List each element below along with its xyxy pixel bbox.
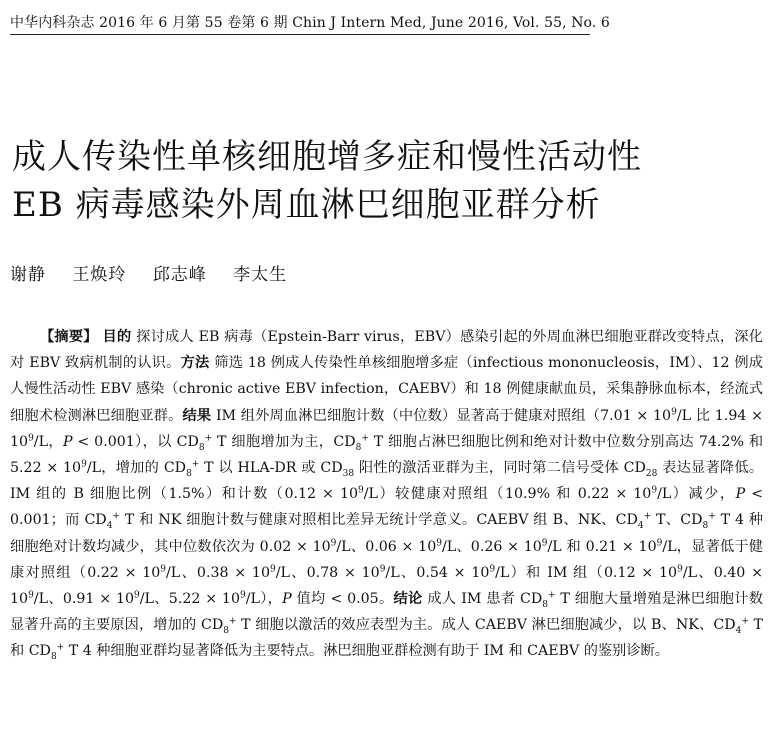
title-line-1: 成人传染性单核细胞增多症和慢性活动性 — [12, 137, 642, 177]
author: 谢静 — [10, 265, 46, 285]
article-title — [12, 133, 772, 229]
conclusion-label: 结论 — [393, 591, 423, 608]
abstract-label: 【摘要】 — [40, 329, 98, 345]
title-line-2: EB 病毒感染外周血淋巴细胞亚群分析 — [12, 185, 601, 225]
results-text: IM 组外周血淋巴细胞计数（中位数）显著高于健康对照组（$7.01 \times 10^9/L$ 比 $1.94 \times 10^9/L$，P < 0.001），以 $CD_8^+$ T 细胞增加为主，$CD_8^+$ T 细胞占淋巴细胞比例和绝对计数中位数分别高达 74.2% 和 $5.22 \times 10^9/L$，增加的 $CD_8^+$ T 以 HLA-DR 或 $CD_{38}$ 阳性的激活亚群为主，同时第二信号受体 $CD_{28}$ 表达显著降低。IM 组的 B 细胞比例（1.5%）和计数$(0.12 \times 10^9/L)$较健康对照组（10.9% 和 $0.22 \times 10^9/L$）减少，P < 0.001；而 $CD_4^+$ T 和 NK 细胞计数与健康对照相比差异无统计学意义。CAEBV 组 B、NK、$CD_4^+$ T、$CD_8^+$ T 4 种细胞绝对计数均减少，其中位数依次为 $0.02 \times 10^9/L$、$0.06 \times 10^9/L$、$0.26 \times 10^9/L$ 和 $0.21 \times 10^9/L$，显著低于健康对照组（$0.22 \times 10^9/L$、$0.38 \times 10^9/L$、$0.78 \times 10^9/L$、$0.54 \times 10^9/L$）和 IM 组（$0.12 \times 10^9/L$、$0.40 \times 10^9/L$、$0.91 \times 10^9/L$、$5.22 \times 10^9/L$），P 值均 < 0.05。 — [10, 406, 764, 608]
author: 王焕玲 — [72, 265, 127, 285]
author: 邱志峰 — [152, 265, 207, 285]
methods-text: 筛选 18 例成人传染性单核细胞增多症（infectious mononucleosis，IM）、12 例成人慢性活动性 EBV 感染（chronic active EBV infection，CAEBV）和 18 例健康献血员，采集静脉血标本，经流式细胞术检测淋巴细胞亚群。 — [10, 355, 763, 424]
methods-label: 方法 — [180, 355, 210, 372]
results-label: 结果 — [182, 407, 212, 424]
header-divider — [10, 34, 590, 35]
author-list — [10, 264, 770, 286]
journal-header: 中华内科杂志 2016 年 6 月第 55 卷第 6 期 Chin J Intern Med, June 2016, Vol. 55, No. 6 — [10, 15, 610, 31]
abstract — [10, 324, 763, 665]
author: 李太生 — [233, 265, 288, 285]
objective-text: 探讨成人 EB 病毒（Epstein-Barr virus，EBV）感染引起的外周血淋巴细胞亚群改变特点，深化对 EBV 致病机制的认识。 — [10, 329, 763, 372]
conclusion-text: 成人 IM 患者 $CD_8^+$ T 细胞大量增殖是淋巴细胞计数显著升高的主要原因，增加的 $CD_8^+$ T 细胞以激活的效应表型为主。成人 CAEBV 淋巴细胞减少，以 B、NK、$CD_4^+$ T 和 $CD_8^+$ T 4 种细胞亚群均显著降低为主要特点。淋巴细胞亚群检测有助于 IM 和 CAEBV 的鉴别诊断。 — [10, 590, 763, 663]
objective-label: 目的 — [102, 329, 132, 345]
